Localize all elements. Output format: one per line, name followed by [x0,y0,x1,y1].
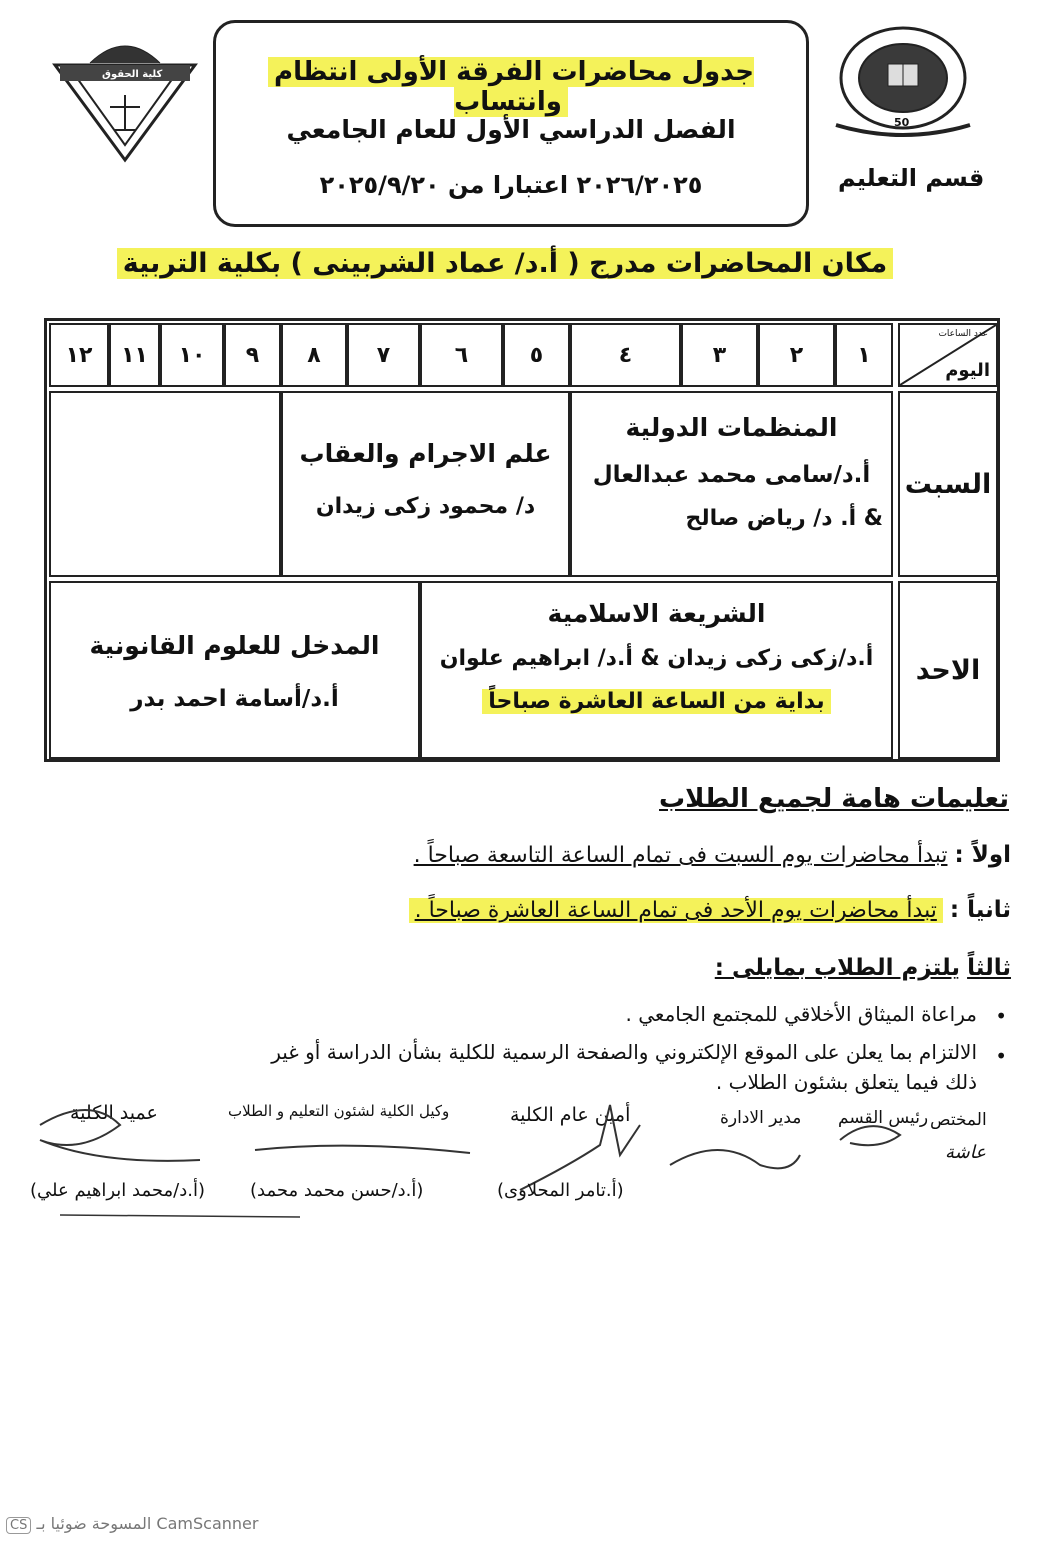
course-title: المنظمات الدولية [625,413,838,442]
signature-dept-head-title: رئيس القسم [838,1108,929,1128]
second-text: تبدأ محاضرات يوم الأحد فى تمام الساعة العاشرة صباحاً . [409,898,943,923]
instructions-title: تعليمات هامة لجميع الطلاب [659,784,1009,814]
timetable [44,318,1000,762]
hour-10: ١٠ [160,323,224,387]
faculty-of-law-logo [50,35,200,165]
bullet-dot-1: • [995,1004,1007,1028]
saturday-block-2 [281,391,570,577]
third-text: يلتزم الطلاب بمايلى : [714,955,961,981]
hour-8: ٨ [281,323,347,387]
signature-vice-dean-name: (أ.د/حسن محمد محمد) [250,1180,424,1201]
instructor-line: د/ محمود زكى زيدان [315,494,536,519]
saturday-empty [49,391,281,577]
corner-hours-label: عدد الساعات [938,329,988,339]
signature-secretary-name: (أ.تامر المحلاوى) [497,1180,624,1201]
instruction-third [715,955,1011,981]
hour-11: ١١ [109,323,160,387]
hour-7: ٧ [347,323,420,387]
signature-specialist-title: المختص [930,1110,987,1130]
bullet-dot-2: • [995,1044,1007,1068]
signature-secretary-title: أمين عام الكلية [510,1104,631,1126]
start-time-note: بداية من الساعة العاشرة صباحاً [422,689,891,714]
signature-dean-name: (أ.د/محمد ابراهيم علي) [30,1180,205,1201]
second-label: ثانياً : [949,897,1011,923]
corner-day-label: اليوم [945,360,990,381]
signature-vice-dean-title: وكيل الكلية لشئون التعليم و الطلاب [228,1102,450,1120]
lecture-place: مكان المحاضرات مدرج ( أ.د/ عماد الشربينى ) بكلية التربية [100,248,910,279]
signature-admin-manager-title: مدير الادارة [720,1108,802,1128]
hour-6: ٦ [420,323,503,387]
handwritten-signatures [0,1095,1047,1225]
department-label: قسم التعليم [838,164,985,192]
sunday-block-1 [420,581,893,759]
day-saturday: السبت [898,391,998,577]
saturday-block-1 [570,391,893,577]
bullet-2-line-1: الالتزام بما يعلن على الموقع الإلكتروني والصفحة الرسمية للكلية بشأن الدراسة أو غير [271,1040,977,1064]
title-box [213,20,809,227]
day-sunday: الاحد [898,581,998,759]
hour-12: ١٢ [49,323,109,387]
third-label: ثالثاً [967,955,1011,981]
seal-number: 50 [894,116,910,129]
course-title: المدخل للعلوم القانونية [89,631,380,660]
instructor-line: أ.د/أسامة احمد بدر [130,686,339,712]
sunday-block-2 [49,581,420,759]
hour-5: ٥ [503,323,570,387]
instruction-second [409,897,1011,923]
title-line-1: جدول محاضرات الفرقة الأولى انتظام وانتساب [216,57,806,117]
camscanner-icon: CS [6,1517,31,1534]
instructor-line-2: & أ. د/ رياض صالح [685,506,883,531]
hour-1: ١ [835,323,893,387]
instruction-first [414,842,1011,868]
title-line-3: ٢٠٢٦/٢٠٢٥ اعتبارا من ٢٠٢٥/٩/٢٠ [319,171,703,199]
logo-left-label: كلية الحقوق [102,69,163,80]
course-title: علم الاجرام والعقاب [299,439,552,468]
hour-9: ٩ [224,323,281,387]
signature-specialist-sign: عاشة [945,1142,986,1163]
instructor-line: أ.د/سامى محمد عبدالعال [592,462,871,488]
hour-3: ٣ [681,323,758,387]
bullet-2-line-2: ذلك فيما يتعلق بشئون الطلاب . [715,1070,977,1094]
bullet-1: مراعاة الميثاق الأخلاقي للمجتمع الجامعي . [625,1002,977,1026]
course-title: الشريعة الاسلامية [547,599,766,628]
first-text: تبدأ محاضرات يوم السبت فى تمام الساعة التاسعة صباحاً . [413,843,948,868]
scanner-watermark: CS المسوحة ضوئيا بـ CamScanner [6,1514,258,1534]
hour-2: ٢ [758,323,835,387]
signature-dean-title: عميد الكلية [70,1102,158,1124]
first-label: اولاً : [954,842,1011,868]
title-line-2: الفصل الدراسي الأول للعام الجامعي [286,115,736,144]
corner-cell [898,323,998,387]
university-seal-logo [828,20,978,140]
hour-4: ٤ [570,323,681,387]
instructor-line: أ.د/زكى زكى زيدان & أ.د/ ابراهيم علوان [439,646,874,671]
